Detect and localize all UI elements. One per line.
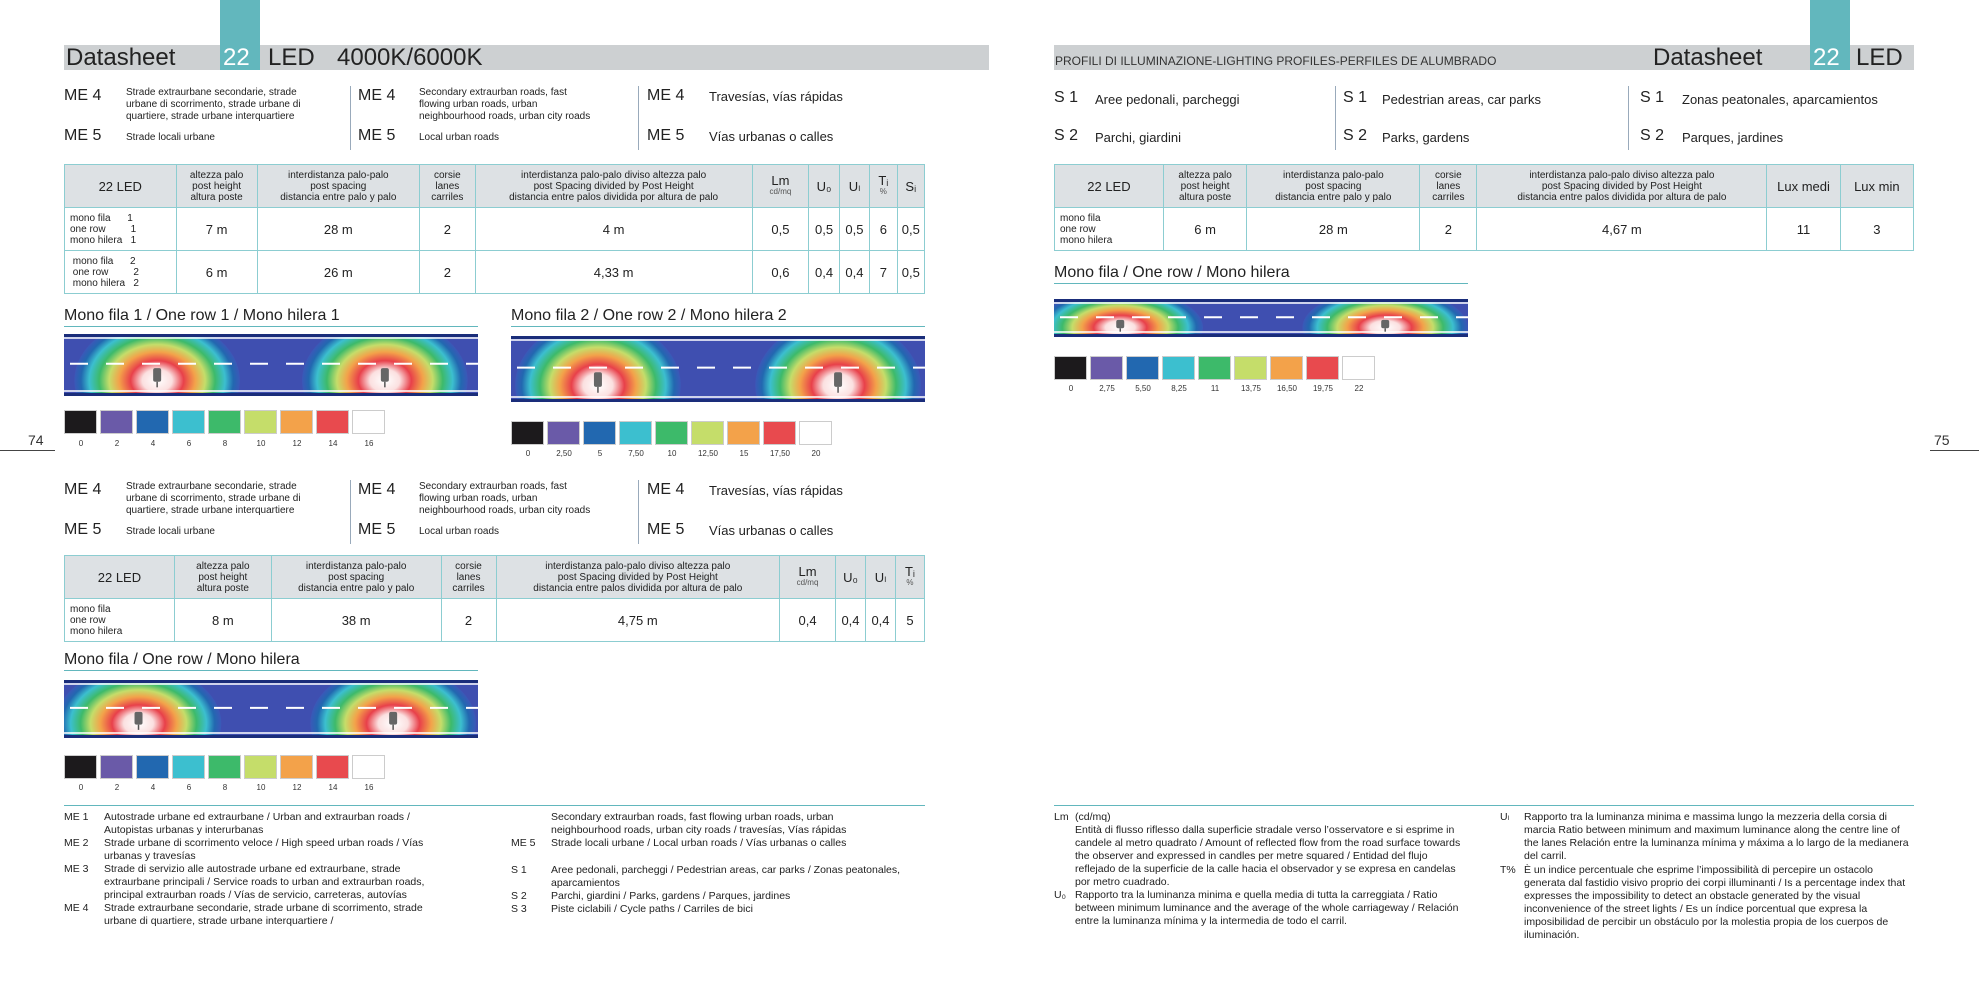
legend-swatch [655, 421, 688, 445]
separator [1335, 86, 1336, 150]
photometric-table-1 [64, 164, 925, 294]
legend-tick-label: 4 [150, 783, 156, 792]
me4-desc-it: Strade extraurbane secondarie, strade urbane di scorrimento, strade urbane di quartiere, strade urbane interquartiere [126, 481, 301, 516]
cell-height: 7 m [176, 208, 257, 251]
col-spacing: interdistanza palo-palo post spacing distancia entre palo y palo [257, 165, 419, 208]
cell-ratio: 4,33 m [475, 251, 752, 294]
cell-lanes: 2 [419, 251, 475, 294]
me5-code: ME 5 [64, 127, 102, 144]
fn-me4-cont: Secondary extraurban roads, fast flowing urban roads, urban neighbourhood roads, urban city roads / travesías, Vías rápidas [551, 811, 847, 836]
col-spacing: interdistanza palo-palo post spacing distancia entre palo y palo [271, 556, 441, 599]
s2-desc-en: Parks, gardens [1382, 130, 1470, 145]
page-number-left: 74 [28, 432, 44, 448]
road-edge-top [64, 334, 478, 337]
legend-tick-label: 20 [811, 449, 821, 458]
ti-unit: % [906, 578, 914, 587]
cell-ratio: 4,67 m [1477, 208, 1767, 251]
row-label: mono fila one row mono hilera [65, 599, 175, 642]
cell-ratio: 4 m [475, 208, 752, 251]
table-row [65, 208, 925, 251]
cell-lanes: 2 [1420, 208, 1477, 251]
col-model: 22 LED [65, 556, 175, 599]
fn-me2-key: ME 2 [64, 837, 89, 849]
s1-desc-it: Aree pedonali, parcheggi [1095, 92, 1240, 107]
legend-swatch [352, 410, 385, 434]
s1-code: S 1 [1054, 89, 1079, 106]
page-number-right: 75 [1934, 432, 1950, 448]
separator [350, 86, 351, 150]
separator [1628, 86, 1629, 150]
lm-unit: cd/mq [796, 578, 819, 587]
road-edge-bottom [64, 393, 478, 396]
fn-uo-key: U₀ [1054, 889, 1066, 901]
lm-label: Lm [771, 173, 790, 188]
isoline-map-title-4: Mono fila / One row / Mono hilera [1054, 264, 1290, 281]
ti-label: Tᵢ [904, 564, 915, 579]
legend-swatch [316, 755, 349, 779]
illuminance-spot [64, 680, 221, 738]
legend-swatch [511, 421, 544, 445]
fn-me3-key: ME 3 [64, 863, 89, 875]
me4-code: ME 4 [64, 87, 102, 104]
legend-ticks-1 [64, 439, 394, 451]
s2-code: S 2 [1343, 127, 1368, 144]
cell-uo: 0,4 [809, 251, 839, 294]
s1-code: S 1 [1640, 89, 1665, 106]
separator [350, 480, 351, 544]
me4-desc-es: Travesías, vías rápidas [709, 89, 843, 104]
cell-ul: 0,4 [839, 251, 869, 294]
me5-desc-es: Vías urbanas o calles [709, 129, 834, 144]
legend-ticks-4 [1054, 384, 1384, 396]
legend-swatch [172, 410, 205, 434]
row-label: mono fila one row mono hilera [1055, 208, 1164, 251]
col-lm [780, 556, 836, 599]
legend-tick-label: 0 [78, 783, 84, 792]
legend-swatch [763, 421, 796, 445]
title-underline [64, 670, 478, 671]
left-datasheet-title: Datasheet [66, 44, 176, 71]
col-lux-min: Lux min [1840, 165, 1913, 208]
color-legend-2 [511, 421, 835, 445]
ti-label: Tᵢ [878, 173, 889, 188]
fn-s3-key: S 3 [511, 903, 527, 915]
legend-tick-label: 0 [1068, 384, 1074, 393]
cell-uo: 0,5 [809, 208, 839, 251]
isoline-map-1 [64, 334, 478, 396]
legend-swatch [244, 410, 277, 434]
street-lamp-icon [1116, 320, 1124, 328]
me4-desc-it: Strade extraurbane secondarie, strade urbane di scorrimento, strade urbane di quartiere, strade urbane interquartiere [126, 87, 301, 122]
legend-tick-label: 8,25 [1171, 384, 1187, 393]
me5-code: ME 5 [358, 521, 396, 538]
fn-s1: Aree pedonali, parcheggi / Pedestrian areas, car parks / Zonas peatonales, aparcamientos [551, 864, 901, 889]
col-uo: U₀ [836, 556, 866, 599]
isoline-map-title-2: Mono fila 2 / One row 2 / Mono hilera 2 [511, 307, 787, 324]
col-model: 22 LED [1055, 165, 1164, 208]
road-edge-bottom [64, 735, 478, 738]
legend-swatch [1270, 356, 1303, 380]
legend-swatch [1306, 356, 1339, 380]
legend-tick-label: 16 [364, 783, 374, 792]
col-ti [895, 556, 924, 599]
color-legend-3 [64, 755, 388, 779]
legend-tick-label: 14 [328, 439, 338, 448]
separator [638, 86, 639, 150]
legend-tick-label: 12,50 [697, 449, 719, 458]
cell-height: 6 m [1163, 208, 1246, 251]
table-row [65, 251, 925, 294]
me4-code: ME 4 [64, 481, 102, 498]
legend-swatch [1054, 356, 1087, 380]
legend-swatch [280, 755, 313, 779]
col-spacing: interdistanza palo-palo post spacing distancia entre palo y palo [1247, 165, 1420, 208]
legend-swatch [136, 755, 169, 779]
page-line-right [1930, 450, 1979, 451]
cell-lanes: 2 [441, 599, 496, 642]
fn-uo: Rapporto tra la luminanza minima e quella media di tutta la carreggiata / Ratio between minimum luminance and the average of the whole carriageway / Relación entre la luminanza mínima y la intermedia de todo el carril. [1075, 889, 1459, 927]
title-underline [64, 326, 478, 327]
legend-swatch [64, 755, 97, 779]
street-lamp-icon [153, 368, 161, 382]
road-edge-top [1054, 299, 1468, 302]
col-lux-medi: Lux medi [1767, 165, 1840, 208]
legend-swatch [1126, 356, 1159, 380]
legend-ticks-3 [64, 783, 394, 795]
s2-desc-es: Parques, jardines [1682, 130, 1784, 145]
me4-desc-en: Secondary extraurban roads, fast flowing urban roads, urban neighbourhood roads, urban city roads [419, 481, 591, 516]
photometric-table-2 [64, 555, 925, 642]
legend-swatch [583, 421, 616, 445]
lm-label: Lm [798, 564, 817, 579]
legend-swatch [547, 421, 580, 445]
legend-tick-label: 14 [328, 783, 338, 792]
isoline-map-title-3: Mono fila / One row / Mono hilera [64, 651, 300, 668]
legend-tick-label: 16 [364, 439, 374, 448]
cell-si: 0,5 [897, 208, 924, 251]
fn-lm-key: Lm [1054, 811, 1069, 823]
legend-tick-label: 15 [739, 449, 749, 458]
cell-ul: 0,4 [865, 599, 895, 642]
isoline-map-4 [1054, 299, 1468, 337]
photometric-table-3 [1054, 164, 1914, 251]
fn-me4: Strade extraurbane secondarie, strade urbane di scorrimento, strade urbane di quartiere, strade urbane interquartiere / [104, 902, 423, 927]
legend-swatch [244, 755, 277, 779]
color-legend-1 [64, 410, 388, 434]
legend-tick-label: 0 [78, 439, 84, 448]
title-underline [511, 326, 925, 327]
cell-ul: 0,5 [839, 208, 869, 251]
legend-swatch [172, 755, 205, 779]
col-lanes: corsie lanes carriles [1420, 165, 1477, 208]
color-legend-4 [1054, 356, 1378, 380]
me4-code: ME 4 [647, 481, 685, 498]
legend-swatch [1198, 356, 1231, 380]
page-line-left [0, 450, 55, 451]
fn-me5: Strade locali urbane / Local urban roads / Vías urbanas o calles [551, 837, 847, 849]
me5-desc-it: Strade locali urbane [126, 526, 215, 537]
me4-code: ME 4 [358, 481, 396, 498]
cell-si: 0,5 [897, 251, 924, 294]
legend-tick-label: 6 [186, 439, 192, 448]
legend-tick-label: 2 [114, 439, 120, 448]
cell-ti: 6 [870, 208, 897, 251]
cell-lm: 0,4 [780, 599, 836, 642]
legend-swatch [691, 421, 724, 445]
right-number: 22 [1813, 44, 1840, 71]
fn-me3: Strade di servizio alle autostrade urbane ed extraurbane, strade extraurbane principali / Service roads to urban and extraurban roads, principal extraurban roads / Vías de servicio, carreteras, autovías [104, 863, 425, 901]
fn-s2: Parchi, giardini / Parks, gardens / Parques, jardines [551, 890, 791, 902]
cell-lanes: 2 [419, 208, 475, 251]
fn-me2: Strade urbane di scorrimento veloce / High speed urban roads / Vías urbanas y travesías [104, 837, 424, 862]
fn-me5-key: ME 5 [511, 837, 536, 849]
legend-tick-label: 12 [292, 783, 302, 792]
col-lanes: corsie lanes carriles [419, 165, 475, 208]
legend-swatch [316, 410, 349, 434]
legend-tick-label: 8 [222, 783, 228, 792]
col-model: 22 LED [65, 165, 177, 208]
legend-tick-label: 8 [222, 439, 228, 448]
fn-me4-key: ME 4 [64, 902, 89, 914]
cell-height: 6 m [176, 251, 257, 294]
cell-lux-min: 3 [1840, 208, 1913, 251]
legend-swatch [208, 410, 241, 434]
me5-desc-en: Local urban roads [419, 526, 500, 537]
legend-swatch [1342, 356, 1375, 380]
legend-swatch [799, 421, 832, 445]
legend-swatch [1090, 356, 1123, 380]
legend-swatch [280, 410, 313, 434]
left-number: 22 [223, 44, 250, 71]
legend-tick-label: 4 [150, 439, 156, 448]
legend-tick-label: 5 [597, 449, 603, 458]
cell-spacing: 38 m [271, 599, 441, 642]
cell-lux-medi: 11 [1767, 208, 1840, 251]
me5-code: ME 5 [64, 521, 102, 538]
legend-tick-label: 19,75 [1312, 384, 1334, 393]
legend-swatch [1162, 356, 1195, 380]
me5-code: ME 5 [647, 127, 685, 144]
col-lm [752, 165, 809, 208]
left-header-bar [64, 45, 989, 70]
road-edge-top [511, 336, 925, 339]
legend-tick-label: 16,50 [1276, 384, 1298, 393]
col-ratio: interdistanza palo-palo diviso altezza palo post Spacing divided by Post Height distancia entre palos dividida por altura de palo [496, 556, 780, 599]
right-datasheet-title: Datasheet [1653, 44, 1763, 71]
title-underline [1054, 283, 1468, 284]
cell-height: 8 m [174, 599, 271, 642]
me5-desc-en: Local urban roads [419, 132, 500, 143]
legend-tick-label: 2 [114, 783, 120, 792]
legend-tick-label: 5,50 [1135, 384, 1151, 393]
legend-tick-label: 6 [186, 783, 192, 792]
right-led-label: LED [1856, 44, 1903, 71]
legend-swatch [136, 410, 169, 434]
cell-ti: 7 [870, 251, 897, 294]
left-led-label: LED [268, 44, 315, 71]
isoline-map-3 [64, 680, 478, 738]
fn-s3: Piste ciclabili / Cycle paths / Carriles de bici [551, 903, 753, 915]
cell-lm: 0,6 [752, 251, 809, 294]
legend-swatch [727, 421, 760, 445]
col-ratio: interdistanza palo-palo diviso altezza palo post Spacing divided by Post Height distancia entre palos dividida por altura de palo [475, 165, 752, 208]
s2-code: S 2 [1640, 127, 1665, 144]
s2-desc-it: Parchi, giardini [1095, 130, 1181, 145]
col-height: altezza palo post height altura poste [174, 556, 271, 599]
cell-uo: 0,4 [836, 599, 866, 642]
street-lamp-icon [1381, 320, 1389, 328]
me4-desc-en: Secondary extraurban roads, fast flowing urban roads, urban neighbourhood roads, urban city roads [419, 87, 591, 122]
right-subtitle: PROFILI DI ILLUMINAZIONE-LIGHTING PROFILES-PERFILES DE ALUMBRADO [1055, 54, 1497, 68]
col-ul: Uₗ [865, 556, 895, 599]
legend-tick-label: 12 [292, 439, 302, 448]
table-row [65, 599, 925, 642]
cell-spacing: 26 m [257, 251, 419, 294]
isoline-map-2 [511, 336, 925, 402]
me5-desc-it: Strade locali urbane [126, 132, 215, 143]
legend-swatch [100, 410, 133, 434]
me4-desc-es: Travesías, vías rápidas [709, 483, 843, 498]
footnote-rule-left [64, 805, 925, 806]
legend-tick-label: 2,75 [1099, 384, 1115, 393]
fn-ti: È un indice percentuale che esprime l’impossibilità di percepire un ostacolo generata dal fastidio visivo proprio dei corpi illuminanti / Is a percentage index that expresses the impossibility to detect an obstacle generated by the visual inconvenience of the street lights / Es un índice porcentual que expresa la imposibilidad de percibir un obstáculo por la molestia propia de los cuerpos de iluminación. [1524, 864, 1906, 941]
row-label: mono fila 2 one row 2 mono hilera 2 [65, 251, 177, 294]
cell-spacing: 28 m [257, 208, 419, 251]
legend-tick-label: 22 [1354, 384, 1364, 393]
col-ul: Uₗ [839, 165, 869, 208]
road-edge-bottom [511, 399, 925, 402]
legend-tick-label: 10 [667, 449, 677, 458]
cell-lm: 0,5 [752, 208, 809, 251]
col-si: Sᵢ [897, 165, 924, 208]
me5-code: ME 5 [647, 521, 685, 538]
col-lanes: corsie lanes carriles [441, 556, 496, 599]
street-lamp-icon [834, 372, 842, 387]
fn-lm-unit: (cd/mq) [1075, 811, 1111, 823]
legend-swatch [208, 755, 241, 779]
street-lamp-icon [594, 372, 602, 387]
legend-tick-label: 2,50 [556, 449, 572, 458]
legend-swatch [352, 755, 385, 779]
left-temperature: 4000K/6000K [337, 44, 483, 71]
s2-code: S 2 [1054, 127, 1079, 144]
legend-tick-label: 0 [525, 449, 531, 458]
legend-swatch [619, 421, 652, 445]
footnote-rule-right [1054, 805, 1914, 806]
street-lamp-icon [135, 712, 143, 725]
me4-code: ME 4 [358, 87, 396, 104]
legend-swatch [1234, 356, 1267, 380]
legend-tick-label: 13,75 [1240, 384, 1262, 393]
s1-desc-en: Pedestrian areas, car parks [1382, 92, 1541, 107]
legend-tick-label: 10 [256, 439, 266, 448]
fn-me1: Autostrade urbane ed extraurbane / Urban and extraurban roads / Autopistas urbanas y interurbanas [104, 811, 410, 836]
legend-tick-label: 11 [1210, 384, 1220, 393]
ti-unit: % [879, 187, 887, 196]
fn-ul-key: Uₗ [1500, 811, 1510, 823]
table-row [1055, 208, 1914, 251]
street-lamp-icon [389, 712, 397, 725]
lm-unit: cd/mq [769, 187, 792, 196]
fn-ul: Rapporto tra la luminanza minima e massima lungo la mezzeria della corsia di marcia Ratio between minimum and maximum luminance along the centre line of the lanes Relación entre la luminanza mínima y máxima a lo largo de la medianera del carril. [1524, 811, 1909, 862]
col-ti [870, 165, 897, 208]
street-lamp-icon [381, 368, 389, 382]
col-ratio: interdistanza palo-palo diviso altezza palo post Spacing divided by Post Height distancia entre palos dividida por altura de palo [1477, 165, 1767, 208]
isoline-map-title-1: Mono fila 1 / One row 1 / Mono hilera 1 [64, 307, 340, 324]
cell-ti: 5 [895, 599, 924, 642]
row-label: mono fila 1 one row 1 mono hilera 1 [65, 208, 177, 251]
col-height: altezza palo post height altura poste [1163, 165, 1246, 208]
fn-ti-key: T% [1500, 864, 1516, 876]
me4-code: ME 4 [647, 87, 685, 104]
col-height: altezza palo post height altura poste [176, 165, 257, 208]
fn-me1-key: ME 1 [64, 811, 89, 823]
legend-tick-label: 7,50 [628, 449, 644, 458]
road-edge-bottom [1054, 334, 1468, 337]
legend-tick-label: 10 [256, 783, 266, 792]
legend-swatch [64, 410, 97, 434]
fn-lm: Entità di flusso riflesso dalla superficie stradale verso l’osservatore e si esprime in candele al metro quadrato / Amount of reflected flow from the road surface towards the observer and expressed in candles per metre squared / Entidad del flujo reflejado de la superficie de la calle hacia el observador y se expresa en candelas por metro cuadrado. [1075, 824, 1461, 888]
fn-s2-key: S 2 [511, 890, 527, 902]
separator [638, 480, 639, 544]
fn-s1-key: S 1 [511, 864, 527, 876]
col-uo: U₀ [809, 165, 839, 208]
me5-code: ME 5 [358, 127, 396, 144]
road-edge-top [64, 680, 478, 683]
legend-tick-label: 17,50 [769, 449, 791, 458]
legend-ticks-2 [511, 449, 841, 461]
cell-ratio: 4,75 m [496, 599, 780, 642]
me5-desc-es: Vías urbanas o calles [709, 523, 834, 538]
s1-code: S 1 [1343, 89, 1368, 106]
legend-swatch [100, 755, 133, 779]
s1-desc-es: Zonas peatonales, aparcamientos [1682, 92, 1878, 107]
cell-spacing: 28 m [1247, 208, 1420, 251]
